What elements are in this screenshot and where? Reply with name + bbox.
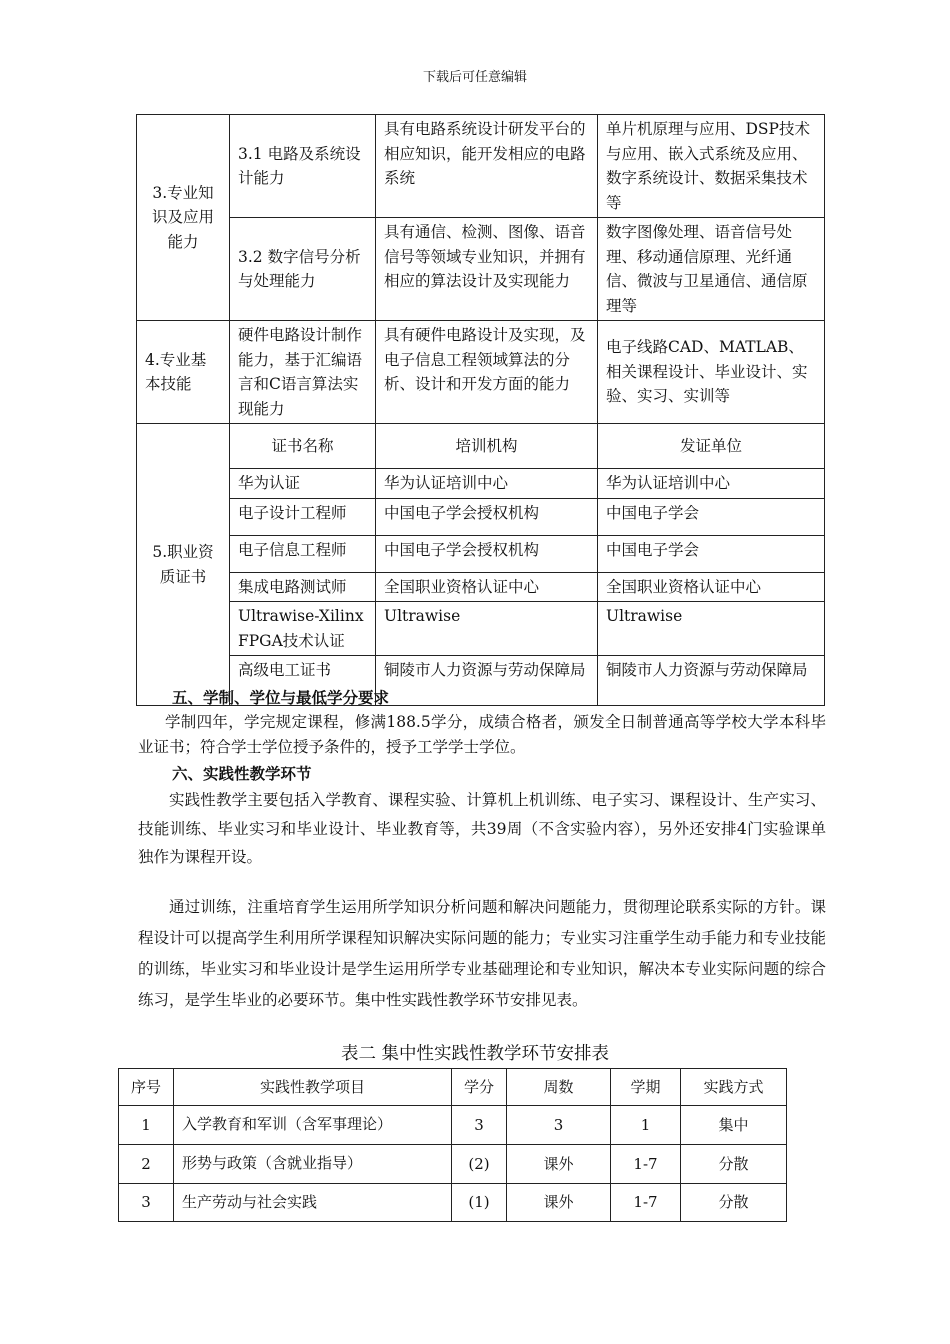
practice-table xyxy=(118,1068,787,1222)
courses-cell: 单片机原理与应用、DSP技术与应用、嵌入式系统及应用、数字系统设计、数据采集技术等 xyxy=(598,115,825,218)
cell-term: 1 xyxy=(611,1106,681,1145)
table-row xyxy=(119,1145,787,1184)
table-row xyxy=(119,1184,787,1222)
courses-cell: 电子线路CAD、MATLAB、相关课程设计、毕业设计、实验、实习、实训等 xyxy=(598,321,825,424)
cell-credits: (2) xyxy=(452,1145,507,1184)
column-header: 实践性教学项目 xyxy=(174,1069,452,1106)
column-header: 培训机构 xyxy=(376,424,598,469)
column-header: 序号 xyxy=(119,1069,174,1106)
table2-caption: 表二 集中性实践性教学环节安排表 xyxy=(340,1044,610,1064)
cert-org-cell: 中国电子学会授权机构 xyxy=(376,498,598,535)
courses-cell: 数字图像处理、语音信号处理、移动通信原理、光纤通信、微波与卫星通信、通信原理等 xyxy=(598,218,825,321)
table-row xyxy=(119,1106,787,1145)
ability-name-cell: 3.2 数字信号分析与处理能力 xyxy=(230,218,376,321)
cell-mode: 分散 xyxy=(681,1184,787,1222)
column-header: 周数 xyxy=(507,1069,611,1106)
cert-name-cell: Ultrawise-Xilinx FPGA技术认证 xyxy=(230,602,376,656)
requirement-cell: 具有通信、检测、图像、语音信号等领域专业知识，并拥有相应的算法设计及实现能力 xyxy=(376,218,598,321)
column-header: 学期 xyxy=(611,1069,681,1106)
cell-index: 1 xyxy=(119,1106,174,1145)
cell-project: 入学教育和军训（含军事理论） xyxy=(174,1106,452,1145)
cert-name-cell: 华为认证 xyxy=(230,469,376,499)
section-6-title: 六、实践性教学环节 xyxy=(172,765,312,783)
cert-issuer-cell: 全国职业资格认证中心 xyxy=(598,572,825,602)
cert-name-cell: 电子设计工程师 xyxy=(230,498,376,535)
column-header: 实践方式 xyxy=(681,1069,787,1106)
cert-issuer-cell: 铜陵市人力资源与劳动保障局 xyxy=(598,656,825,706)
cell-weeks: 3 xyxy=(507,1106,611,1145)
cert-org-cell: 铜陵市人力资源与劳动保障局 xyxy=(376,656,598,706)
cert-issuer-cell: 中国电子学会 xyxy=(598,498,825,535)
cert-issuer-cell: 华为认证培训中心 xyxy=(598,469,825,499)
cell-term: 1-7 xyxy=(611,1145,681,1184)
section-6-para-2: 通过训练，注重培育学生运用所学知识分析问题和解决问题能力，贯彻理论联系实际的方针。课程设计可以提高学生利用所学课程知识解决实际问题的能力；专业实习注重学生动手能力和专业技能的训练，毕业实习和毕业设计是学生运用所学专业基础理论和专业知识，解决本专业实际问题的综合练习，是学生毕业的必要环节。集中性实践性教学环节安排见表。 xyxy=(138,898,826,1009)
cell-mode: 集中 xyxy=(681,1106,787,1145)
cell-mode: 分散 xyxy=(681,1145,787,1184)
cell-term: 1-7 xyxy=(611,1184,681,1222)
requirement-cell: 具有硬件电路设计及实现，及电子信息工程领域算法的分析、设计和开发方面的能力 xyxy=(376,321,598,424)
cert-org-cell: 全国职业资格认证中心 xyxy=(376,572,598,602)
ability-name-cell: 硬件电路设计制作能力，基于汇编语言和C语言算法实现能力 xyxy=(230,321,376,424)
requirement-cell: 具有电路系统设计研发平台的相应知识，能开发相应的电路系统 xyxy=(376,115,598,218)
cert-org-cell: 华为认证培训中心 xyxy=(376,469,598,499)
cert-name-cell: 电子信息工程师 xyxy=(230,535,376,572)
cert-org-cell: Ultrawise xyxy=(376,602,598,656)
cert-issuer-cell: Ultrawise xyxy=(598,602,825,656)
cell-project: 形势与政策（含就业指导） xyxy=(174,1145,452,1184)
cert-issuer-cell: 中国电子学会 xyxy=(598,535,825,572)
column-header: 学分 xyxy=(452,1069,507,1106)
cert-org-cell: 中国电子学会授权机构 xyxy=(376,535,598,572)
cell-weeks: 课外 xyxy=(507,1184,611,1222)
group-cell: 5.职业资质证书 xyxy=(137,424,230,706)
section-5-text: 学制四年，学完规定课程，修满188.5学分，成绩合格者，颁发全日制普通高等学校大学本科毕业证书；符合学士学位授予条件的，授予工学学士学位。 xyxy=(138,713,826,756)
cell-index: 3 xyxy=(119,1184,174,1222)
group-cell: 3.专业知识及应用能力 xyxy=(137,115,230,321)
group-cell: 4.专业基本技能 xyxy=(137,321,230,424)
competency-table xyxy=(136,114,825,706)
cert-name-cell: 高级电工证书 xyxy=(230,656,376,706)
cell-credits: 3 xyxy=(452,1106,507,1145)
cell-project: 生产劳动与社会实践 xyxy=(174,1184,452,1222)
column-header: 发证单位 xyxy=(598,424,825,469)
cell-index: 2 xyxy=(119,1145,174,1184)
page-header: 下载后可任意编辑 xyxy=(422,70,527,85)
cell-weeks: 课外 xyxy=(507,1145,611,1184)
cell-credits: (1) xyxy=(452,1184,507,1222)
column-header: 证书名称 xyxy=(230,424,376,469)
section-5-title: 五、学制、学位与最低学分要求 xyxy=(172,689,390,707)
ability-name-cell: 3.1 电路及系统设计能力 xyxy=(230,115,376,218)
cert-name-cell: 集成电路测试师 xyxy=(230,572,376,602)
section-6-para-1: 实践性教学主要包括入学教育、课程实验、计算机上机训练、电子实习、课程设计、生产实习、技能训练、毕业实习和毕业设计、毕业教育等，共39周（不含实验内容），另外还安排4门实验课单独作为课程开设。 xyxy=(138,791,826,866)
